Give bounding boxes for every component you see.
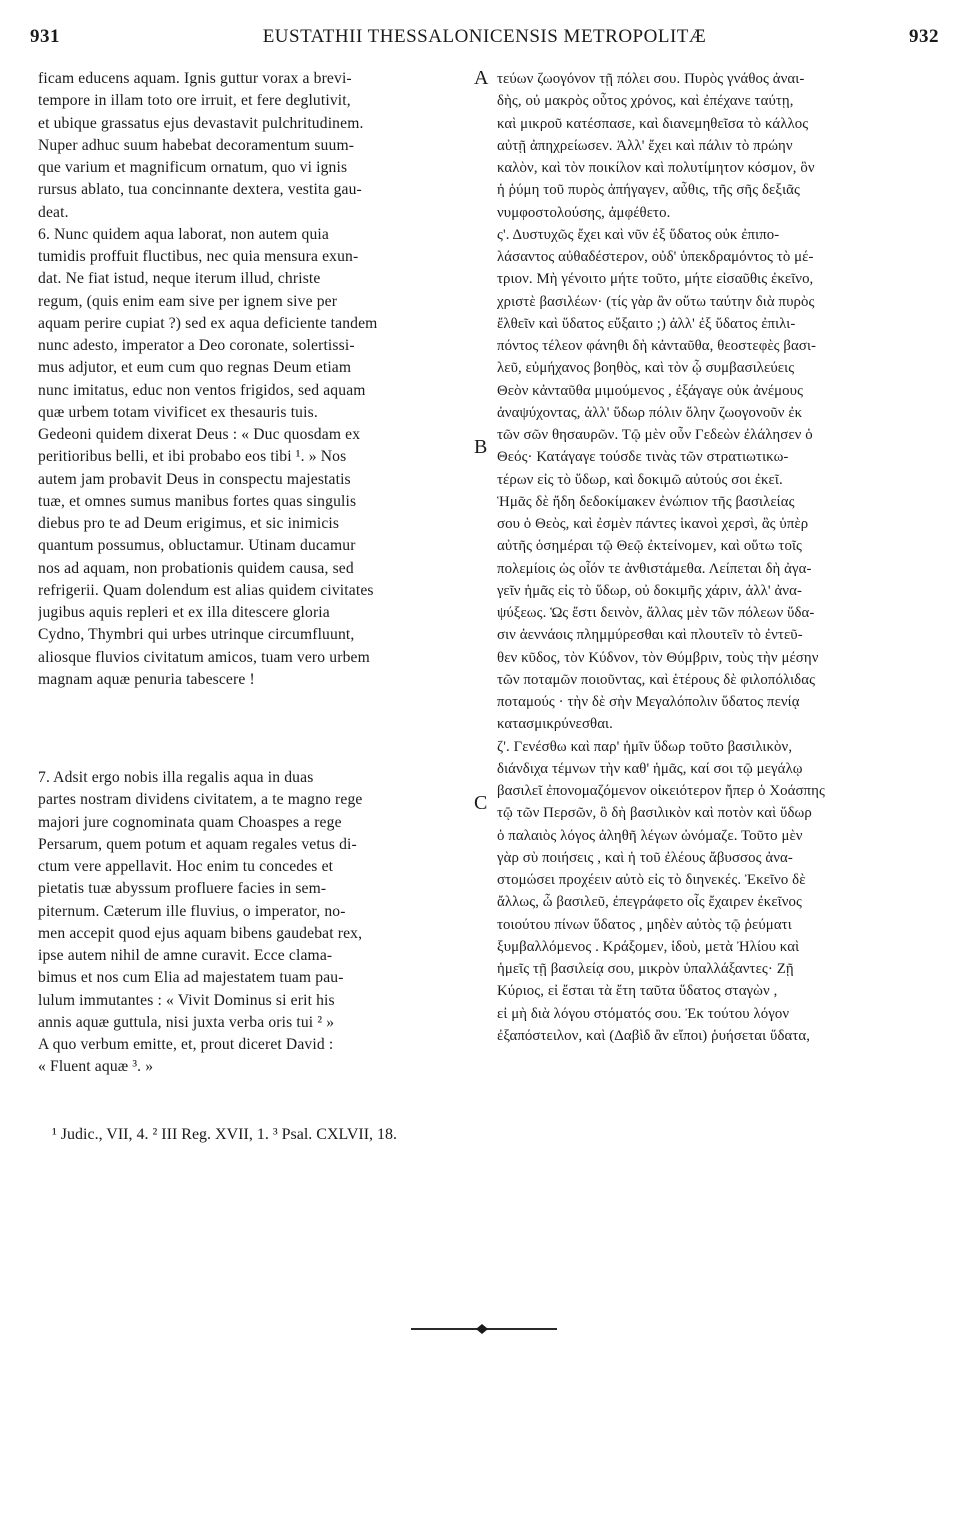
greek-text-line: τοιούτου πίνων ὕδατος , μηδὲν αὐτὸς τῷ ῥεύματι <box>497 916 792 933</box>
greek-text-line: τῶν ποταμῶν ποιοῦντας, καὶ ἑτέρους δὲ φιλοπόλιδας <box>497 671 816 688</box>
greek-text-line: ἡ ῥύμη τοῦ πυρὸς ἀπήγαγεν, αὖθις, τῆς σῆς δεξιᾶς <box>497 182 800 199</box>
margin-marker-c: C <box>474 792 488 814</box>
greek-text-line: τριον. Μὴ γένοιτο μήτε τοῦτο, μήτε εἰσαῦθις ἐκεῖνο, <box>497 271 814 288</box>
margin-marker-b: B <box>474 436 488 458</box>
greek-text-line: Θεὸν κἀνταῦθα μιμούμενος , ἐξάγαγε οὐκ ἀνέμους <box>497 382 804 399</box>
latin-text-line: Persarum, quem potum et aquam regales vetus di- <box>38 835 357 853</box>
latin-text-line: deat. <box>38 203 69 221</box>
latin-text-line: pietatis tuæ abyssum profluere facies in sem- <box>38 880 327 898</box>
greek-text-line: γεῖν ἡμᾶς εἰς τὸ ὕδωρ, οὐ δοκιμῆς χάριν, ἀλλ' ἀνα- <box>497 582 802 599</box>
greek-text-line: τῶν σῶν θησαυρῶν. Τῷ μὲν οὖν Γεδεὼν ἐλάλησεν ὁ <box>497 427 813 443</box>
greek-text-line: πόντος τέλεον φάνηθι δὴ κἀνταῦθα, θεοστεφὲς βασι- <box>497 338 817 354</box>
latin-text-line: nos ad aquam, non probationis quidem causa, sed <box>38 559 354 577</box>
greek-text-line: γὰρ σὺ ποιήσεις , καὶ ἡ τοῦ ἐλέους ἄβυσσος ἀνα- <box>497 849 793 866</box>
greek-text-line: ὁ παλαιὸς λόγος ἀληθῆ λέγων ὠνόμαζε. Τοῦτο μὲν <box>497 827 803 844</box>
latin-text-line: partes nostram dividens civitatem, a te magno rege <box>38 791 363 809</box>
latin-text-line: ctum vere appellavit. Hoc enim tu concedes et <box>38 858 334 875</box>
page-header <box>30 26 939 54</box>
latin-text-line: peritioribus belli, et ibi probabo eos tibi ¹. » Nos <box>38 448 347 466</box>
latin-text-line: 6. Nunc quidem aqua laborat, non autem quia <box>38 225 329 243</box>
latin-text-line: tempore in illam toto ore irruit, et fere deglutivit, <box>38 92 351 110</box>
greek-text-line: καὶ μικροῦ κατέσπασε, καὶ διανεμηθεῖσα τὸ κάλλος <box>497 115 809 132</box>
greek-text-line: καλὸν, καὶ τὸν ποικίλον καὶ πολυτίμητον κόσμον, ὃν <box>497 160 815 176</box>
greek-text-line: Ἡμᾶς δὲ ἤδη δεδοκίμακεν ἐνώπιον τῆς βασιλείας <box>497 493 795 510</box>
latin-text-line: regum, (quis enim eam sive per ignem sive per <box>38 292 338 310</box>
latin-text-line: « Fluent aquæ ³. » <box>38 1058 154 1076</box>
greek-text-line: ζ'. Γενέσθω καὶ παρ' ἡμῖν ὕδωρ τοῦτο βασιλικὸν, <box>497 738 793 755</box>
running-title: EUSTATHII THESSALONICENSIS METROPOLITÆ <box>262 26 707 47</box>
latin-column-block-1 <box>38 68 470 691</box>
greek-text-line: ς'. Δυστυχῶς ἔχει καὶ νῦν ἐξ ὕδατος οὐκ ἐπιπο- <box>497 226 780 243</box>
greek-text-line: κατασμικρύνεσθαι. <box>497 716 613 733</box>
footnotes: ¹ Judic., VII, 4. ² III Reg. XVII, 1. ³ Psal. CXLVII, 18. <box>52 1126 398 1143</box>
latin-text-line: lulum immutantes : « Vivit Dominus si erit his <box>38 991 335 1009</box>
greek-text-line: ξυμβαλλόμενος . Κράξομεν, ἰδοὺ, μετὰ Ἠλίου καὶ <box>497 938 800 955</box>
latin-text-line: tumidis proffuit fluctibus, nec quia mensura exun- <box>38 248 359 265</box>
greek-text-line: χριστὲ βασιλέων· (τίς γὰρ ἂν οὕτω ταύτην διὰ πυρὸς <box>497 293 815 310</box>
latin-text-line: magnam aquæ penuria tabescere ! <box>38 670 255 688</box>
greek-column <box>497 68 935 1047</box>
greek-text-line: πολεμίοις ὡς οἷόν τε ἀνθιστάμεθα. Λείπεται δὴ ἀγα- <box>497 560 812 577</box>
latin-text-line: tuæ, et omnes sumus manibus fortes quas singulis <box>38 492 357 510</box>
latin-text-line: rursus ablato, tua concinnante dextera, vestita gau- <box>38 181 362 199</box>
greek-text-line: ἔλθεῖν καὶ ὕδατος εὔξαιτο ;) ἀλλ' ἐξ ὕδατος ἐπιλι- <box>497 315 796 332</box>
latin-text-line: diebus pro te ad Deum erigimus, et sic inimicis <box>38 515 340 532</box>
latin-text-line: ficam educens aquam. Ignis guttur vorax a brevi- <box>38 70 352 87</box>
latin-text-line: quantum possumus, obluctamur. Utinam ducamur <box>38 537 356 555</box>
latin-text-line: mus adjutor, et eum cum quo regnas Deum etiam <box>38 359 352 377</box>
margin-marker-a: A <box>474 67 489 89</box>
greek-text-line: εἰ μὴ διὰ λόγου στόματός σου. Ἐκ τούτου λόγον <box>497 1005 790 1022</box>
latin-text-line: bimus et nos cum Elia ad majestatem tuam pau- <box>38 969 344 987</box>
greek-text-line: λεῦ, εὐμήχανος βοηθὸς, καὶ τὸν ᾧ συμβασιλεύεις <box>497 360 795 377</box>
greek-text-line: σου ὁ Θεὸς, καὶ ἐσμὲν πάντες ἱκανοὶ χερσὶ, ἃς ὑπὲρ <box>497 516 809 532</box>
latin-text-line: 7. Adsit ergo nobis illa regalis aqua in duas <box>38 769 314 786</box>
greek-text-line: ποταμούς · τὴν δὲ σὴν Μεγαλόπολιν ὕδατος πενίᾳ <box>497 694 800 710</box>
latin-text-line: refrigerii. Quam dolendum est alias quidem civitates <box>38 581 374 599</box>
greek-text-line: δὴς, οὐ μακρὸς οὗτος χρόνος, καὶ ἐπέχανε ταύτῃ, <box>497 93 794 110</box>
latin-text-line: majori jure cognominata quam Choaspes a rege <box>38 813 342 831</box>
greek-text-line: βασιλεῖ ἐπονομαζόμενον οἰκειότερον ἤπερ ὁ Χοάσπης <box>497 783 825 799</box>
end-ornament <box>411 1324 557 1334</box>
latin-text-line: piternum. Cæterum ille fluvius, o imperator, no- <box>38 902 346 920</box>
greek-text-line: θεν κῦδος, τὸν Κύδνον, τὸν Θύμβριν, τοὺς τὴν μέσην <box>497 649 819 666</box>
greek-text-line: ἄλλως, ὦ βασιλεῦ, ἐπεγράφετο οἷς ἔχαιρεν ἐκεῖνος <box>497 894 802 911</box>
page-number-right: 932 <box>909 26 939 47</box>
greek-text-line: νυμφοστολούσης, ἀμφέθετο. <box>497 204 671 221</box>
latin-text-line: Nuper adhuc suum habebat decoramentum suum- <box>38 136 355 154</box>
greek-text-line: στομώσει προχέειν αὐτὸ εἰς τὸ διηνεκές. Ἐκεῖνο δὲ <box>497 872 806 888</box>
latin-text-line: Cydno, Thymbri qui urbes utrinque circumfluunt, <box>38 626 355 644</box>
greek-text-line: ψύξεως. Ὡς ἔστι δεινὸν, ἄλλας μὲν τῶν πόλεων ὕδα- <box>497 605 815 621</box>
greek-text-line: τῷ τῶν Περσῶν, ὃ δὴ βασιλικὸν καὶ ποτὸν καὶ ὕδωρ <box>497 805 812 822</box>
greek-text-line: τεύων ζωογόνον τῇ πόλει σου. Πυρὸς γνάθος ἀναι- <box>497 71 805 87</box>
greek-text-line: σιν ἀεννάοις πλημμύρεσθαι καὶ πλουτεῖν τὸ ἐντεῦ- <box>497 627 803 644</box>
latin-text-line: annis aquæ guttula, nisi juxta verba oris tui ² » <box>38 1013 335 1031</box>
greek-text-line: διάνδιχα τέμνων τὴν καθ' ἡμᾶς, καί σοι τῷ μεγάλῳ <box>497 760 803 777</box>
greek-text-line: τέρων εἰς τὸ ὕδωρ, καὶ δοκιμῶ αὐτούς σοι ἐκεῖ. <box>497 471 783 488</box>
latin-column-block-2 <box>38 767 470 1079</box>
greek-text-line: αὐτῆς ὁσημέραι τῷ Θεῷ ἐκτείνομεν, καὶ οὕτω τοῖς <box>497 538 803 555</box>
latin-text-line: aquam perire cupiat ?) sed ex aqua deficiente tandem <box>38 314 378 332</box>
page-number-left: 931 <box>30 26 60 47</box>
latin-text-line: nunc adesto, imperator a Deo coronate, solertissi- <box>38 337 355 354</box>
greek-text-line: λάσαντος αὐθαδέστερον, οὐδ' ὑπεκδραμόντος τὸ μέ- <box>497 249 814 265</box>
latin-text-line: dat. Ne fiat istud, neque iterum illud, christe <box>38 270 321 288</box>
latin-text-line: quæ urbem totam vivificet ex thesauris tuis. <box>38 403 318 421</box>
latin-text-line: men accepit quod ejus aquam bibens gaudebat rex, <box>38 924 363 942</box>
greek-text-line: ἀναψύχοντας, ἀλλ' ὕδωρ πόλιν ὅλην ζωογονοῦν ἐκ <box>497 404 803 421</box>
greek-text-line: Θεός· Κατάγαγε τούσδε τινὰς τῶν στρατιωτικω- <box>497 449 789 466</box>
latin-text-line: nunc imitatus, educ non ventos frigidos, sed aquam <box>38 381 366 399</box>
greek-text-line: Κύριος, εἰ ἔσται τὰ ἔτη ταῦτα ὕδατος σταγὼν , <box>497 983 778 1000</box>
latin-text-line: autem jam probavit Deus in conspectu majestatis <box>38 470 351 488</box>
greek-text-line: ἐξαπόστειλον, καὶ (Δαβὶδ ἂν εἴποι) ῥυήσεται ὕδατα, <box>497 1027 811 1044</box>
latin-text-line: ipse autem nihil de amne curavit. Ecce clama- <box>38 947 333 964</box>
latin-text-line: aliosque fluvios civitatum amicos, tuam vero urbem <box>38 648 370 666</box>
latin-text-line: A quo verbum emitte, et, prout diceret David : <box>38 1036 334 1053</box>
latin-text-line: et ubique grassatus ejus devastavit pulchritudinem. <box>38 114 364 132</box>
latin-text-line: que varium et magnificum ornatum, quo vi ignis <box>38 159 348 176</box>
latin-text-line: Gedeoni quidem dixerat Deus : « Duc quosdam ex <box>38 426 361 443</box>
latin-text-line: jugibus aquis repleri et ex illa ditescere gloria <box>38 604 330 621</box>
greek-text-line: αὐτῇ ἀπηχρείωσεν. Ἀλλ' ἔχει καὶ πάλιν τὸ πρώην <box>497 137 793 154</box>
greek-text-line: ἡμεῖς τῇ βασιλείᾳ σου, μικρὸν ὑπαλλάξαντες· Ζῇ <box>497 961 794 977</box>
